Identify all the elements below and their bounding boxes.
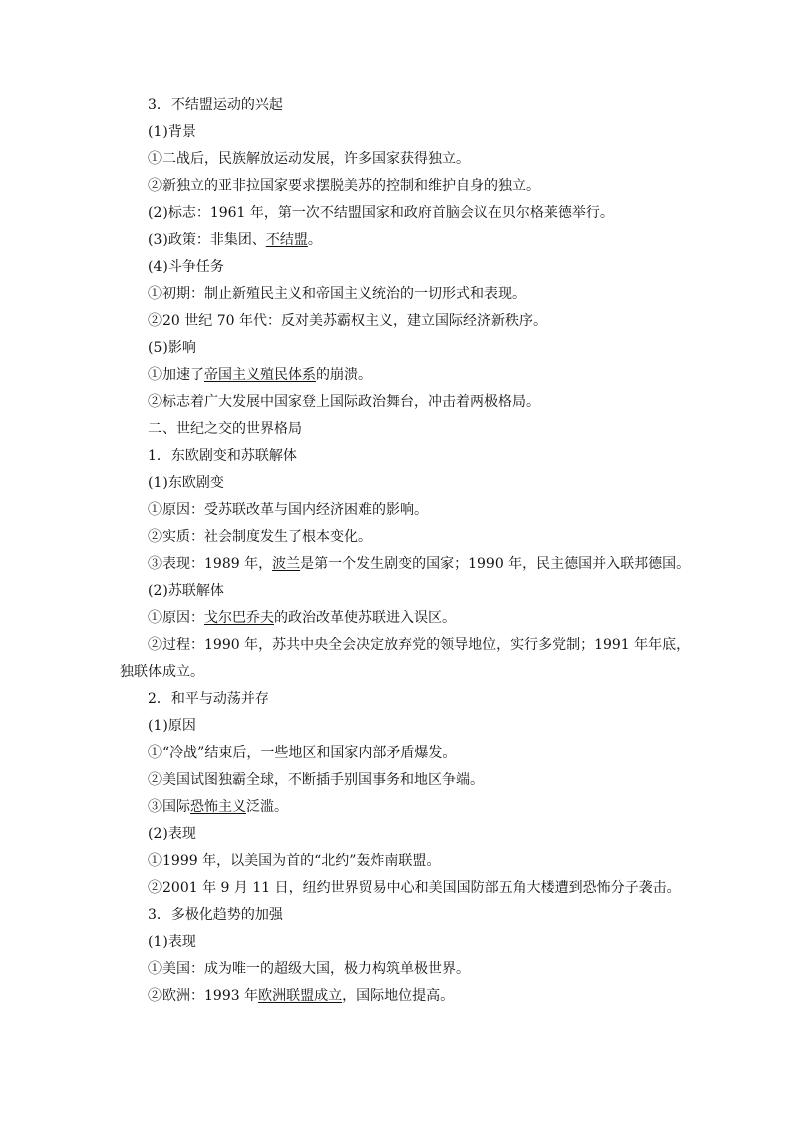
text-run: ②欧洲：1993 年: [148, 988, 259, 1004]
list-item: ②2001 年 9 月 11 日，纽约世界贸易中心和美国国防部五角大楼遭到恐怖分子袭击。: [148, 880, 681, 896]
subheading: (4)斗争任务: [148, 259, 224, 275]
text-run: 的崩溃。: [316, 367, 372, 383]
list-item: ①二战后，民族解放运动发展，许多国家获得独立。: [148, 151, 470, 167]
list-item: ②标志着广大发展中国家登上国际政治舞台，冲击着两极格局。: [148, 394, 540, 410]
subheading: (2)表现: [148, 826, 196, 842]
subheading: (2)标志：1961 年，第一次不结盟国家和政府首脑会议在贝尔格莱德举行。: [148, 205, 614, 221]
section-heading: 3．多极化趋势的加强: [148, 907, 283, 923]
list-item: [148, 555, 691, 573]
text-run: ，国际地位提高。: [342, 988, 455, 1004]
text-run: ①加速了: [148, 367, 204, 383]
subheading: (2)苏联解体: [148, 583, 224, 599]
text-run: 是第一个发生剧变的国家；1990 年，民主德国并入联邦德国。: [300, 556, 691, 572]
text-run: ③国际: [148, 799, 190, 815]
underlined-term: 波兰: [272, 556, 301, 572]
section-heading: 二、世纪之交的世界格局: [148, 421, 302, 437]
section-heading: 2．和平与动荡并存: [148, 691, 269, 707]
list-item: ②新独立的亚非拉国家要求摆脱美苏的控制和维护自身的独立。: [148, 178, 540, 194]
underlined-term: 欧洲联盟成立: [258, 988, 343, 1004]
underlined-term: 戈尔巴乔夫: [204, 610, 274, 626]
underlined-term: 不结盟: [265, 232, 308, 248]
list-item: [148, 366, 688, 384]
list-item: ②20 世纪 70 年代：反对美苏霸权主义，建立国际经济新秩序。: [148, 313, 547, 329]
list-item: ①美国：成为唯一的超级大国，极力构筑单极世界。: [148, 961, 470, 977]
subheading: (1)东欧剧变: [148, 475, 224, 491]
subheading: [148, 231, 688, 249]
list-item: [148, 987, 688, 1005]
list-item: ②过程：1990 年，苏共中央全会决定放弃党的领导地位，实行多党制；1991 年年底，: [148, 637, 691, 653]
list-item: ①初期：制止新殖民主义和帝国主义统治的一切形式和表现。: [148, 286, 526, 302]
section-heading: 3．不结盟运动的兴起: [148, 97, 283, 113]
list-item-continuation: 独联体成立。: [120, 664, 204, 680]
text-run: ①原因：: [148, 610, 204, 626]
text-run: (3)政策：非集团、: [148, 232, 266, 248]
text-run: 的政治改革使苏联进入误区。: [274, 610, 456, 626]
text-run: ③表现：1989 年，: [148, 556, 273, 572]
subheading: (5)影响: [148, 340, 196, 356]
list-item: [148, 609, 688, 627]
list-item: ②美国试图独霸全球，不断插手别国事务和地区争端。: [148, 772, 484, 788]
list-item: ①1999 年，以美国为首的“北约”轰炸南联盟。: [148, 853, 441, 869]
text-run: 泛滥。: [246, 799, 288, 815]
text-run: 。: [307, 232, 322, 248]
subheading: (1)原因: [148, 718, 196, 734]
underlined-term: 帝国主义殖民体系: [204, 367, 316, 383]
list-item: ①“冷战”结束后，一些地区和国家内部矛盾爆发。: [148, 745, 457, 761]
subheading: (1)背景: [148, 124, 196, 140]
list-item: [148, 798, 688, 816]
section-heading: 1．东欧剧变和苏联解体: [148, 448, 297, 464]
subheading: (1)表现: [148, 934, 196, 950]
list-item: ①原因：受苏联改革与国内经济困难的影响。: [148, 502, 428, 518]
list-item: ②实质：社会制度发生了根本变化。: [148, 529, 372, 545]
underlined-term: 恐怖主义: [190, 799, 246, 815]
